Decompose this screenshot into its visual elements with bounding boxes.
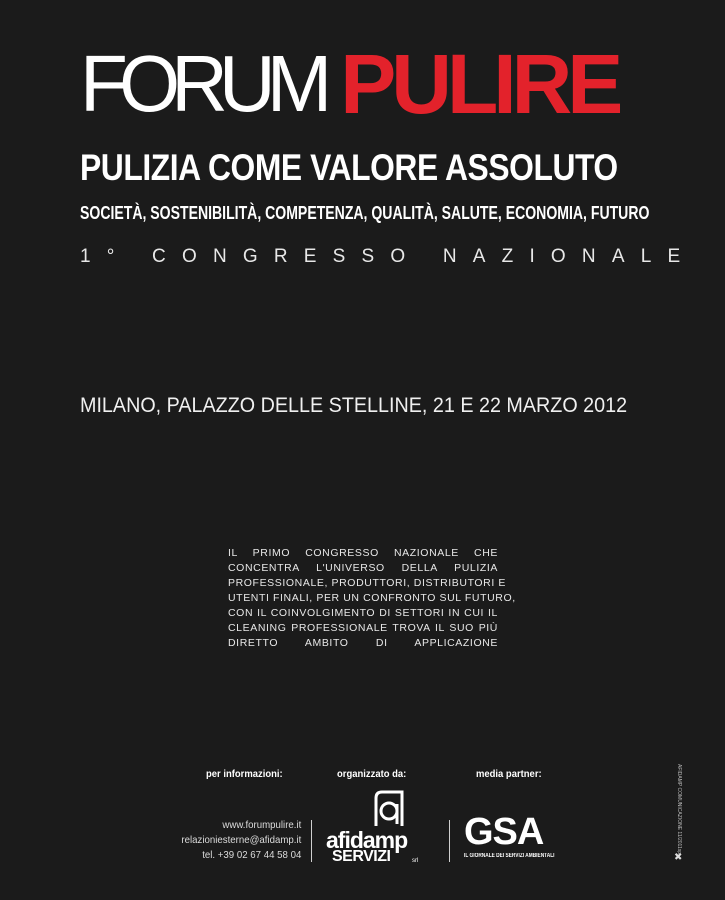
gsa-tagline: IL GIORNALE DEI SERVIZI AMBIENTALI [464,853,555,859]
gsa-logo [464,812,577,860]
footer-divider-left [311,820,312,862]
website-link[interactable]: www.forumpulire.it [222,819,301,831]
description-line: IL PRIMO CONGRESSO NAZIONALE CHE [228,547,498,559]
description-line: DIRETTO AMBITO DI APPLICAZIONE [228,637,498,649]
organizer-title: organizzato da: [337,768,407,780]
headline: PULIZIA COME VALORE ASSOLUTO [80,147,618,188]
phone-number: tel. +39 02 67 44 58 04 [201,849,301,861]
logo-forum-text: FORUM [80,39,324,128]
footer-divider-right [449,820,450,862]
logo-pulire-text: PULIRE [340,37,619,131]
description-line: CON IL COINVOLGIMENTO DI SETTORI IN CUI IL [228,607,498,619]
subline: SOCIETÀ, SOSTENIBILITÀ, COMPETENZA, QUALITÀ, SALUTE, ECONOMIA, FUTURO [80,202,650,223]
forum-pulire-logo [80,34,619,131]
afidamp-logo [326,790,438,868]
afidamp-srl: srl [412,858,419,864]
description-block [228,546,516,651]
description-line: CLEANING PROFESSIONALE TROVA IL SUO PIÙ [228,622,498,634]
congress-title: 1° CONGRESSO NAZIONALE [80,246,697,267]
description-line: UTENTI FINALI, PER UN CONFRONTO SUL FUTURO, [228,592,516,604]
description-line: PROFESSIONALE, PRODUTTORI, DISTRIBUTORI E [228,577,506,589]
credit-text: AFIDAMP COMUNICAZIONE 11/2011sp [676,764,682,855]
description-line: CONCENTRA L'UNIVERSO DELLA PULIZIA [228,562,498,574]
afidamp-servizi: SERVIZI [332,848,391,865]
afidamp-name: afidamp [326,827,408,853]
email-link[interactable]: relazioniesterne@afidamp.it [181,834,301,846]
agency-mark-icon: ✖ [674,852,683,863]
info-title: per informazioni: [206,768,283,780]
credit-vertical [674,764,682,884]
afidamp-logo-mark-icon [372,790,406,828]
gsa-name: GSA [464,811,544,853]
contact-info [171,818,301,863]
partner-title: media partner: [476,768,542,780]
venue-date: MILANO, PALAZZO DELLE STELLINE, 21 E 22 MARZO 2012 [80,394,628,417]
